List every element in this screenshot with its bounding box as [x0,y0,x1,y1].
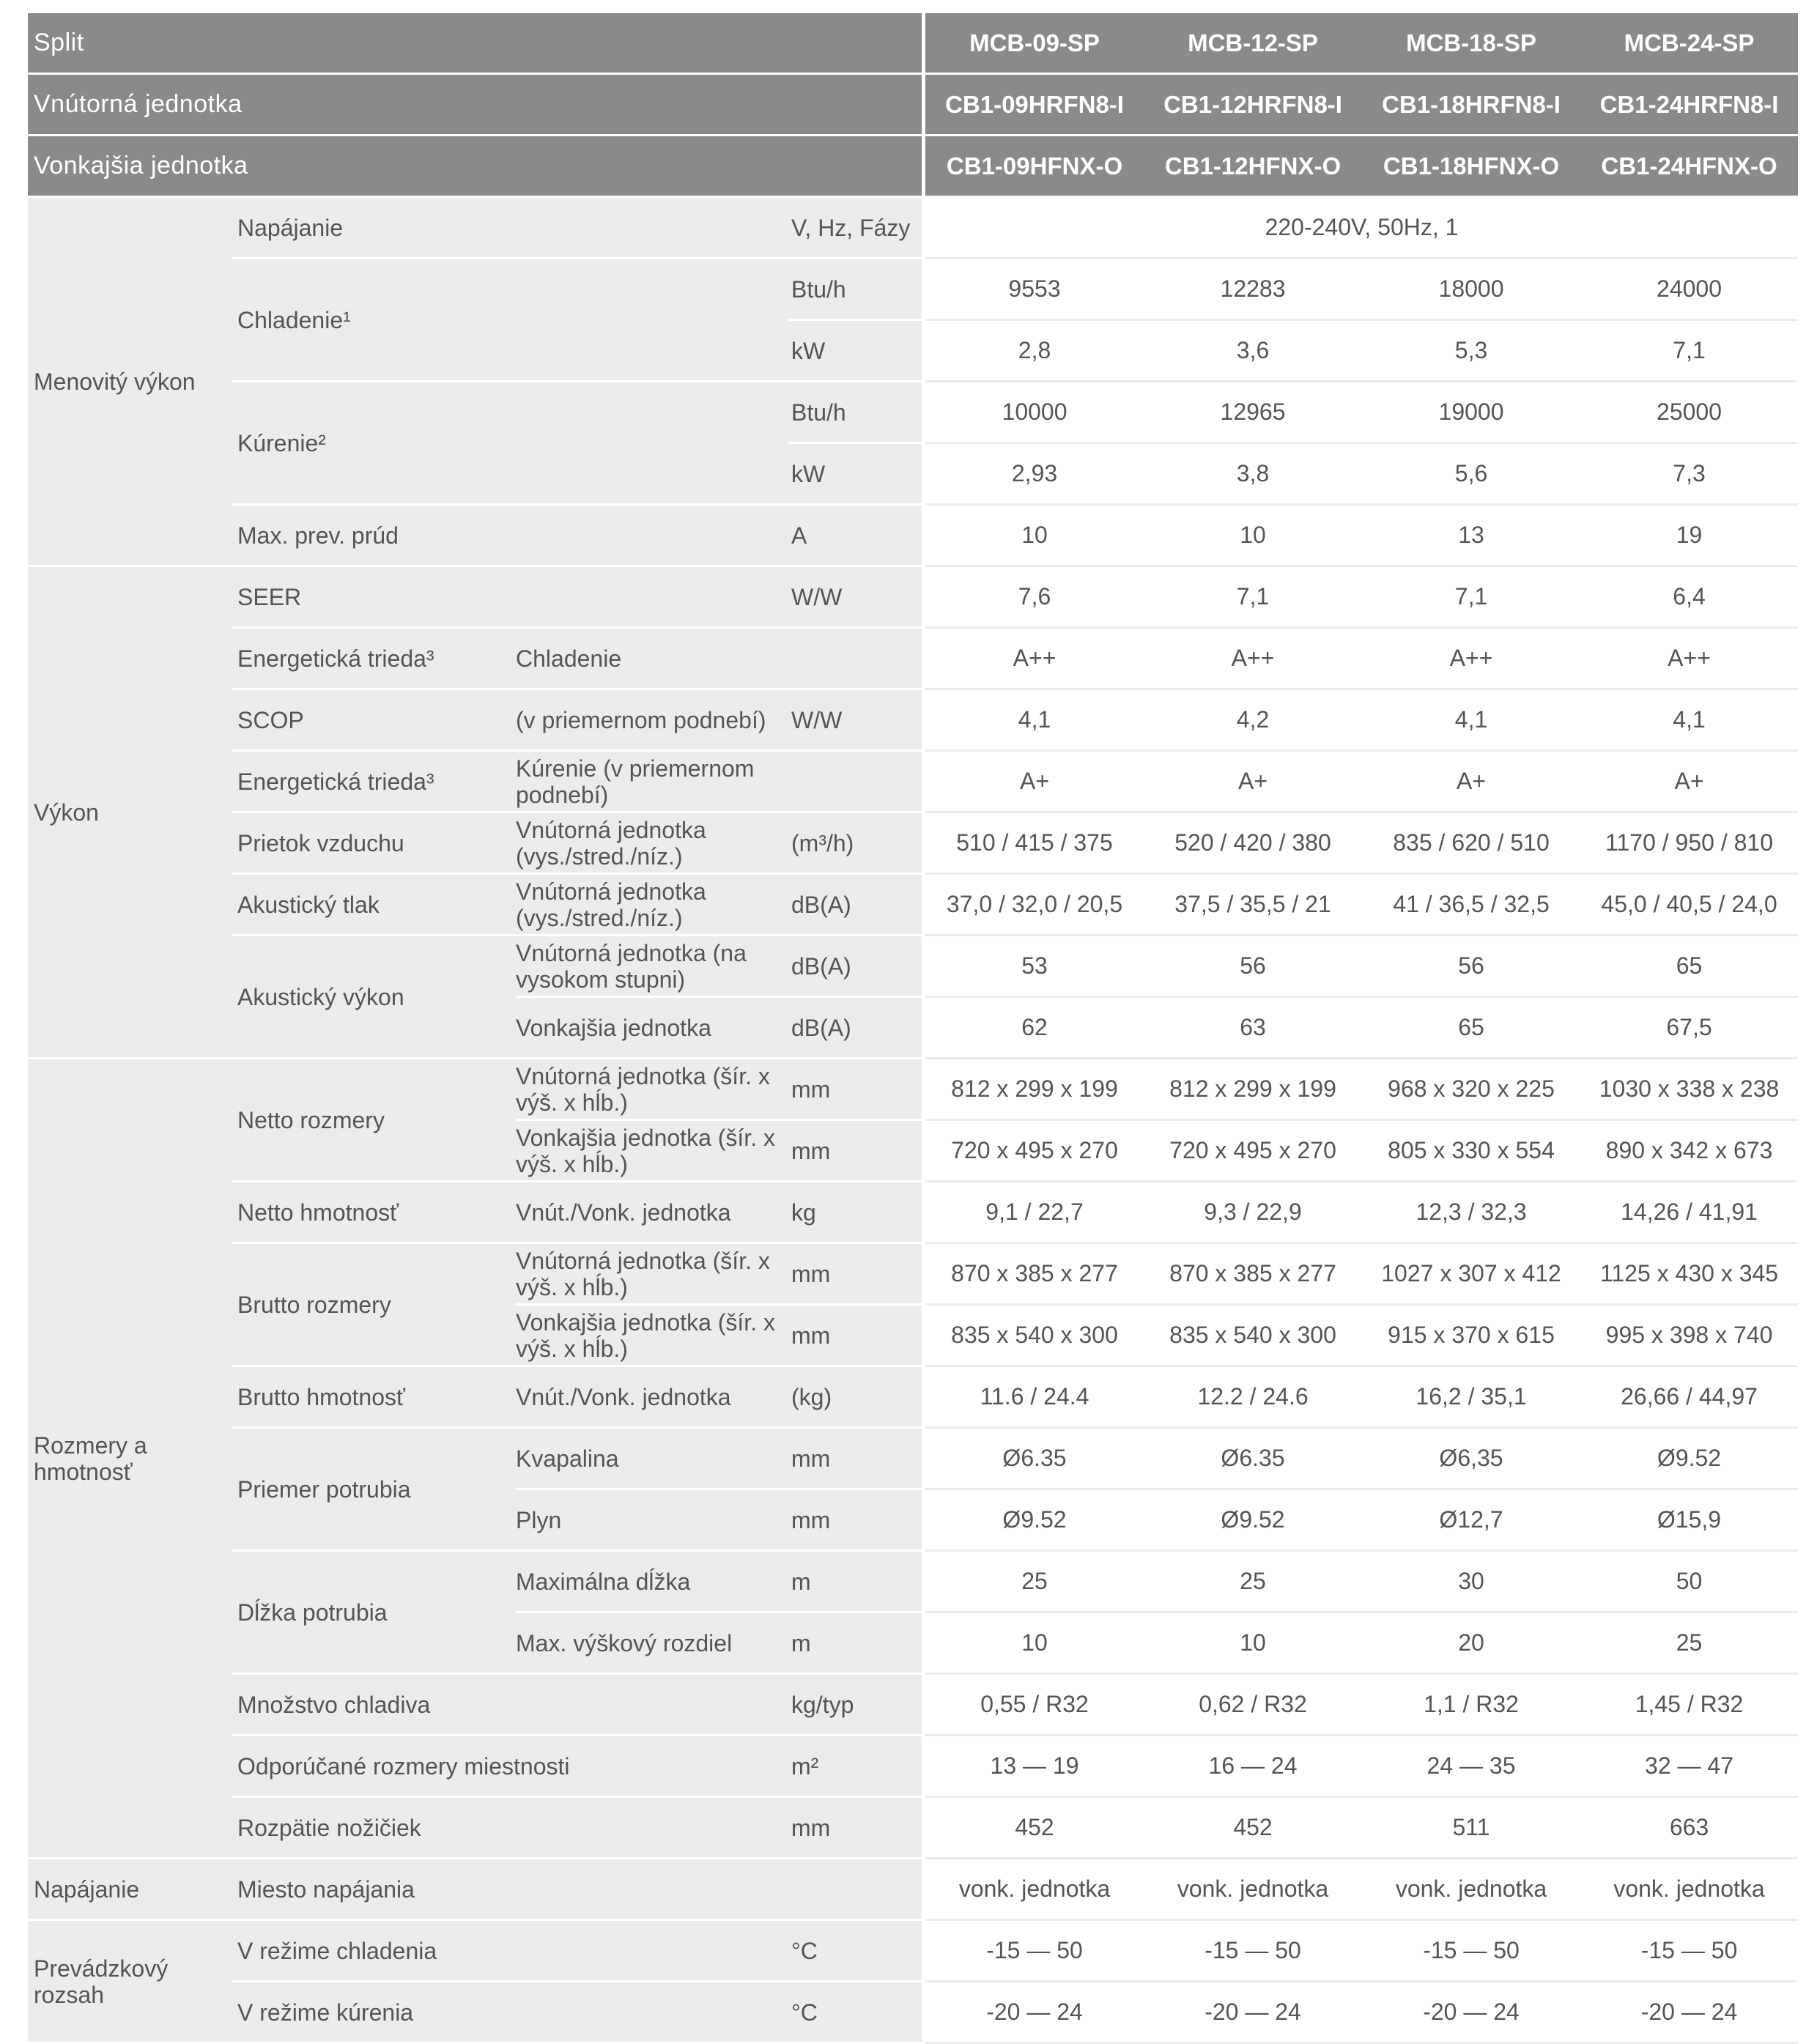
value-cell: Ø9.52 [1580,1428,1798,1489]
row-sublabel: Kúrenie (v priemernom podnebí) [516,751,788,812]
table-row [28,1674,1798,1736]
value-cell: -20 — 24 [1144,1982,1362,2043]
row-sublabel: Chladenie [516,628,788,689]
table-row [28,1982,1798,2043]
row-sublabel: Vnútorná jednotka (šír. x výš. x hĺb.) [516,1059,788,1120]
row-label: Napájanie [232,197,788,259]
value-cell: 14,26 / 41,91 [1580,1182,1798,1243]
row-label: Netto hmotnosť [232,1182,516,1243]
value-cell: 0,62 / R32 [1144,1674,1362,1736]
value-cell: 53 [925,936,1144,997]
value-cell: 870 x 385 x 277 [1144,1243,1362,1305]
unit: Btu/h [788,382,922,443]
value-cell: vonk. jednotka [925,1859,1144,1920]
value-cell: 2,93 [925,443,1144,505]
unit: kg/typ [788,1674,922,1736]
row-sublabel: Plyn [516,1489,788,1551]
value-cell: 24 — 35 [1362,1736,1580,1797]
value-cell: 7,1 [1362,566,1580,628]
value-cell: 1,1 / R32 [1362,1674,1580,1736]
model-outdoor: CB1-12HFNX-O [1144,136,1362,197]
row-label: Množstvo chladiva [232,1674,788,1736]
table-row [28,1920,1798,1982]
indoor-label: Vnútorná jednotka [28,74,922,136]
value-cell: 10 [1144,505,1362,566]
value-cell: 4,1 [1580,689,1798,751]
value-cell: 45,0 / 40,5 / 24,0 [1580,874,1798,936]
unit: mm [788,1797,922,1859]
value-cell: 3,8 [1144,443,1362,505]
value-cell: 41 / 36,5 / 32,5 [1362,874,1580,936]
model-outdoor: CB1-09HFNX-O [925,136,1144,197]
value-cell: 10 [925,1612,1144,1674]
row-sublabel: Max. výškový rozdiel [516,1612,788,1674]
table-row [28,382,1798,443]
value-cell: -15 — 50 [1580,1920,1798,1982]
value-cell: A++ [925,628,1144,689]
value-cell: 18000 [1362,259,1580,320]
value-cell: -20 — 24 [925,1982,1144,2043]
category-menovity: Menovitý výkon [28,197,232,566]
table-row [28,1059,1798,1120]
model-outdoor: CB1-18HFNX-O [1362,136,1580,197]
value-cell: 812 x 299 x 199 [1144,1059,1362,1120]
table-row [28,1859,1798,1920]
unit: kg [788,1182,922,1243]
table-row [28,1366,1798,1428]
value-cell: 19 [1580,505,1798,566]
row-label: Miesto napájania [232,1859,788,1920]
value-cell: 452 [1144,1797,1362,1859]
value-cell: Ø15,9 [1580,1489,1798,1551]
table-row [28,505,1798,566]
model-split: MCB-09-SP [925,13,1144,74]
model-indoor: CB1-18HRFN8-I [1362,74,1580,136]
value-cell: 25000 [1580,382,1798,443]
value-cell: 4,1 [925,689,1144,751]
value-cell: 9,1 / 22,7 [925,1182,1144,1243]
value-cell: 12283 [1144,259,1362,320]
row-label: Brutto hmotnosť [232,1366,516,1428]
value-cell: 19000 [1362,382,1580,443]
model-split: MCB-24-SP [1580,13,1798,74]
row-sublabel: (v priemernom podnebí) [516,689,788,751]
table-row [28,874,1798,936]
model-split: MCB-12-SP [1144,13,1362,74]
value-cell: 67,5 [1580,997,1798,1059]
value-cell: 915 x 370 x 615 [1362,1305,1580,1366]
value-cell: 511 [1362,1797,1580,1859]
row-label: V režime kúrenia [232,1982,788,2043]
row-sublabel: Vnútorná jednotka (na vysokom stupni) [516,936,788,997]
value-cell: 835 x 540 x 300 [1144,1305,1362,1366]
row-sublabel: Vnútorná jednotka (šír. x výš. x hĺb.) [516,1243,788,1305]
value-cell: 25 [1580,1612,1798,1674]
unit: V, Hz, Fázy [788,197,922,259]
table-row [28,1551,1798,1612]
value-cell: 835 x 540 x 300 [925,1305,1144,1366]
table-row [28,812,1798,874]
value-cell: 50 [1580,1551,1798,1612]
value-cell: 0,55 / R32 [925,1674,1144,1736]
unit: dB(A) [788,997,922,1059]
value-cell: 56 [1144,936,1362,997]
value-cell: 10 [925,505,1144,566]
value-cell: 65 [1362,997,1580,1059]
value-cell: 37,0 / 32,0 / 20,5 [925,874,1144,936]
value-cell: 520 / 420 / 380 [1144,812,1362,874]
row-label: Akustický výkon [232,936,516,1059]
value-cell: 56 [1362,936,1580,997]
row-label: Akustický tlak [232,874,516,936]
value-cell: A+ [1580,751,1798,812]
unit: mm [788,1059,922,1120]
value-cell: A+ [1362,751,1580,812]
category-rozmery: Rozmery a hmotnosť [28,1059,232,1859]
unit [788,751,922,812]
row-label: Brutto rozmery [232,1243,516,1366]
row-sublabel: Vnút./Vonk. jednotka [516,1366,788,1428]
value-cell: 7,6 [925,566,1144,628]
value-cell: vonk. jednotka [1362,1859,1580,1920]
value-cell: 805 x 330 x 554 [1362,1120,1580,1182]
unit: (m³/h) [788,812,922,874]
value-cell: 870 x 385 x 277 [925,1243,1144,1305]
table-row [28,197,1798,259]
table-row [28,1736,1798,1797]
row-label: SEER [232,566,788,628]
category-vykon: Výkon [28,566,232,1059]
category-prevadzkovy: Prevádzkový rozsah [28,1920,232,2043]
value-cell: 5,3 [1362,320,1580,382]
value-cell: 12.2 / 24.6 [1144,1366,1362,1428]
value-cell: 1027 x 307 x 412 [1362,1243,1580,1305]
outdoor-label: Vonkajšia jednotka [28,136,922,197]
value-cell: 968 x 320 x 225 [1362,1059,1580,1120]
value-cell: vonk. jednotka [1144,1859,1362,1920]
unit [788,1859,922,1920]
value-cell: -20 — 24 [1362,1982,1580,2043]
value-cell: 6,4 [1580,566,1798,628]
model-indoor: CB1-24HRFN8-I [1580,74,1798,136]
value-cell: -20 — 24 [1580,1982,1798,2043]
row-sublabel: Vonkajšia jednotka (šír. x výš. x hĺb.) [516,1305,788,1366]
model-indoor: CB1-09HRFN8-I [925,74,1144,136]
value-cell: A+ [925,751,1144,812]
unit: mm [788,1120,922,1182]
value-cell: 30 [1362,1551,1580,1612]
unit: kW [788,443,922,505]
header-indoor-row [28,74,1798,136]
table-row [28,1428,1798,1489]
unit: dB(A) [788,874,922,936]
table-row [28,566,1798,628]
value-cell: 9553 [925,259,1144,320]
unit: dB(A) [788,936,922,997]
row-sublabel: Maximálna dĺžka [516,1551,788,1612]
table-row [28,751,1798,812]
value-cell: 890 x 342 x 673 [1580,1120,1798,1182]
value-cell: 7,1 [1580,320,1798,382]
value-cell: Ø9.52 [925,1489,1144,1551]
value-cell: 10 [1144,1612,1362,1674]
row-label: Max. prev. prúd [232,505,788,566]
value-cell: Ø6.35 [1144,1428,1362,1489]
value-cell: Ø9.52 [1144,1489,1362,1551]
row-sublabel: Vonkajšia jednotka (šír. x výš. x hĺb.) [516,1120,788,1182]
value-cell: 510 / 415 / 375 [925,812,1144,874]
value-cell: 12965 [1144,382,1362,443]
value-cell: A+ [1144,751,1362,812]
unit: mm [788,1243,922,1305]
model-indoor: CB1-12HRFN8-I [1144,74,1362,136]
value-cell: 16,2 / 35,1 [1362,1366,1580,1428]
value-cell: 1,45 / R32 [1580,1674,1798,1736]
value-cell: 63 [1144,997,1362,1059]
value-cell: 1170 / 950 / 810 [1580,812,1798,874]
unit: m [788,1551,922,1612]
row-sublabel: Vnútorná jednotka (vys./stred./níz.) [516,812,788,874]
value-cell: vonk. jednotka [1580,1859,1798,1920]
value-cell: 10000 [925,382,1144,443]
value-cell: A++ [1580,628,1798,689]
value-cell: 720 x 495 x 270 [925,1120,1144,1182]
row-sublabel: Vnútorná jednotka (vys./stred./níz.) [516,874,788,936]
table-row [28,259,1798,320]
unit: W/W [788,566,922,628]
value-cell: -15 — 50 [1362,1920,1580,1982]
value-cell: 220-240V, 50Hz, 1 [925,197,1798,259]
value-cell: 4,2 [1144,689,1362,751]
model-outdoor: CB1-24HFNX-O [1580,136,1798,197]
row-label: Energetická trieda³ [232,751,516,812]
value-cell: 5,6 [1362,443,1580,505]
value-cell: 13 — 19 [925,1736,1144,1797]
unit: mm [788,1305,922,1366]
unit: Btu/h [788,259,922,320]
table-row [28,1243,1798,1305]
value-cell: 4,1 [1362,689,1580,751]
unit: °C [788,1920,922,1982]
table-row [28,628,1798,689]
unit: A [788,505,922,566]
row-label: Prietok vzduchu [232,812,516,874]
row-label: Rozpätie nožičiek [232,1797,788,1859]
unit: mm [788,1428,922,1489]
table-row [28,936,1798,997]
value-cell: 24000 [1580,259,1798,320]
row-label: Odporúčané rozmery miestnosti [232,1736,788,1797]
row-label: Dĺžka potrubia [232,1551,516,1674]
value-cell: 9,3 / 22,9 [1144,1182,1362,1243]
value-cell: 20 [1362,1612,1580,1674]
value-cell: 663 [1580,1797,1798,1859]
value-cell: 26,66 / 44,97 [1580,1366,1798,1428]
value-cell: 1030 x 338 x 238 [1580,1059,1798,1120]
header-outdoor-row [28,136,1798,197]
row-label: Priemer potrubia [232,1428,516,1551]
value-cell: 25 [925,1551,1144,1612]
unit: m² [788,1736,922,1797]
row-sublabel: Kvapalina [516,1428,788,1489]
unit: mm [788,1489,922,1551]
value-cell: 7,3 [1580,443,1798,505]
value-cell: 1125 x 430 x 345 [1580,1243,1798,1305]
row-sublabel: Vnút./Vonk. jednotka [516,1182,788,1243]
value-cell: 32 — 47 [1580,1736,1798,1797]
value-cell: -15 — 50 [1144,1920,1362,1982]
value-cell: 7,1 [1144,566,1362,628]
value-cell: 452 [925,1797,1144,1859]
value-cell: 13 [1362,505,1580,566]
value-cell: 11.6 / 24.4 [925,1366,1144,1428]
value-cell: 3,6 [1144,320,1362,382]
category-napajanie: Napájanie [28,1859,232,1920]
unit: W/W [788,689,922,751]
value-cell: 2,8 [925,320,1144,382]
value-cell: Ø6,35 [1362,1428,1580,1489]
value-cell: 12,3 / 32,3 [1362,1182,1580,1243]
value-cell: Ø6.35 [925,1428,1144,1489]
value-cell: -15 — 50 [925,1920,1144,1982]
header-split-row [28,13,1798,74]
value-cell: A++ [1144,628,1362,689]
value-cell: 65 [1580,936,1798,997]
table-row [28,1182,1798,1243]
model-split: MCB-18-SP [1362,13,1580,74]
row-label: Netto rozmery [232,1059,516,1182]
value-cell: 812 x 299 x 199 [925,1059,1144,1120]
value-cell: 62 [925,997,1144,1059]
unit: (kg) [788,1366,922,1428]
value-cell: 25 [1144,1551,1362,1612]
value-cell: Ø12,7 [1362,1489,1580,1551]
unit: kW [788,320,922,382]
table-row [28,1797,1798,1859]
value-cell: 995 x 398 x 740 [1580,1305,1798,1366]
value-cell: 37,5 / 35,5 / 21 [1144,874,1362,936]
row-label: Chladenie¹ [232,259,788,382]
row-label: Kúrenie² [232,382,788,505]
table-row [28,689,1798,751]
value-cell: 720 x 495 x 270 [1144,1120,1362,1182]
row-sublabel: Vonkajšia jednotka [516,997,788,1059]
spec-table [28,13,1798,2044]
row-label: Energetická trieda³ [232,628,516,689]
value-cell: A++ [1362,628,1580,689]
row-label: V režime chladenia [232,1920,788,1982]
split-label: Split [28,13,922,74]
unit: m [788,1612,922,1674]
value-cell: 16 — 24 [1144,1736,1362,1797]
unit [788,628,922,689]
unit: °C [788,1982,922,2043]
value-cell: 835 / 620 / 510 [1362,812,1580,874]
row-label: SCOP [232,689,516,751]
